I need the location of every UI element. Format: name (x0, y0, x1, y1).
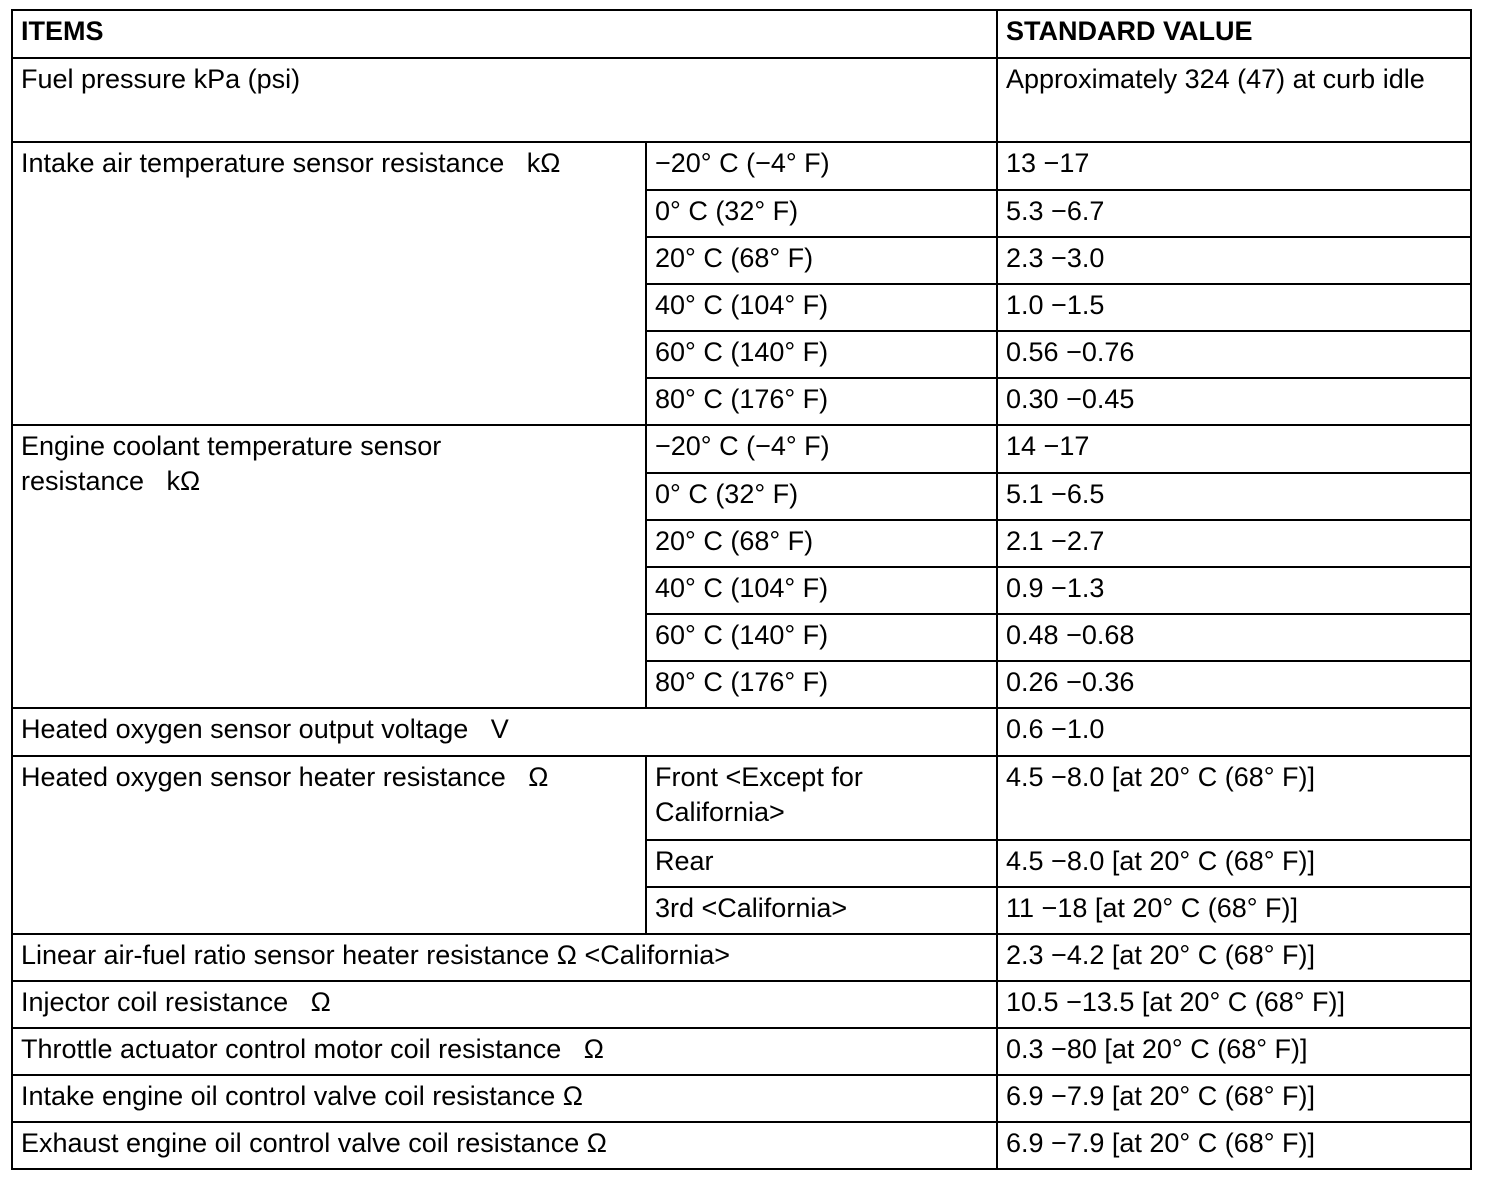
item-label: Linear air-fuel ratio sensor heater resistance Ω <California> (12, 934, 997, 981)
ho2s-voltage-row (12, 708, 1471, 756)
standard-value-table (11, 9, 1472, 1170)
condition-cell: 40° C (104° F) (646, 567, 997, 614)
item-value: 4.5 −8.0 [at 20° C (68° F)] (997, 840, 1471, 887)
ho2s-heater-row (12, 756, 1471, 840)
condition-cell: Rear (646, 840, 997, 887)
fuel-pressure-row (12, 58, 1471, 142)
condition-cell: 60° C (140° F) (646, 614, 997, 661)
items-header: ITEMS (12, 10, 997, 58)
condition-cell: 80° C (176° F) (646, 661, 997, 708)
item-value: 0.9 −1.3 (997, 567, 1471, 614)
item-label: Engine coolant temperature sensor resistance kΩ (12, 425, 646, 708)
condition-cell: −20° C (−4° F) (646, 425, 997, 473)
item-value: 2.1 −2.7 (997, 520, 1471, 567)
item-value: 5.3 −6.7 (997, 190, 1471, 237)
item-value: 2.3 −3.0 (997, 237, 1471, 284)
engine-coolant-temp-row (12, 425, 1471, 473)
condition-cell: −20° C (−4° F) (646, 142, 997, 190)
exhaust-ocv-row (12, 1122, 1471, 1169)
item-value: 0.30 −0.45 (997, 378, 1471, 425)
condition-cell: 60° C (140° F) (646, 331, 997, 378)
item-value: Approximately 324 (47) at curb idle (997, 58, 1471, 142)
standard-value-header: STANDARD VALUE (997, 10, 1471, 58)
item-value: 14 −17 (997, 425, 1471, 473)
item-label: Heated oxygen sensor heater resistance Ω (12, 756, 646, 934)
condition-cell: 40° C (104° F) (646, 284, 997, 331)
item-value: 5.1 −6.5 (997, 473, 1471, 520)
condition-cell: 80° C (176° F) (646, 378, 997, 425)
condition-cell: 0° C (32° F) (646, 190, 997, 237)
item-value: 0.3 −80 [at 20° C (68° F)] (997, 1028, 1471, 1075)
injector-coil-row (12, 981, 1471, 1028)
item-label: Intake engine oil control valve coil resistance Ω (12, 1075, 997, 1122)
throttle-actuator-row (12, 1028, 1471, 1075)
condition-cell: 20° C (68° F) (646, 520, 997, 567)
item-label: Intake air temperature sensor resistance kΩ (12, 142, 646, 425)
item-value: 6.9 −7.9 [at 20° C (68° F)] (997, 1075, 1471, 1122)
item-value: 11 −18 [at 20° C (68° F)] (997, 887, 1471, 934)
linear-af-sensor-row (12, 934, 1471, 981)
item-value: 0.26 −0.36 (997, 661, 1471, 708)
item-value: 0.56 −0.76 (997, 331, 1471, 378)
condition-cell: 0° C (32° F) (646, 473, 997, 520)
header-row (12, 10, 1471, 58)
intake-ocv-row (12, 1075, 1471, 1122)
item-value: 10.5 −13.5 [at 20° C (68° F)] (997, 981, 1471, 1028)
condition-cell: 20° C (68° F) (646, 237, 997, 284)
item-value: 0.6 −1.0 (997, 708, 1471, 756)
item-value: 0.48 −0.68 (997, 614, 1471, 661)
item-value: 13 −17 (997, 142, 1471, 190)
item-value: 6.9 −7.9 [at 20° C (68° F)] (997, 1122, 1471, 1169)
item-value: 2.3 −4.2 [at 20° C (68° F)] (997, 934, 1471, 981)
item-label: Heated oxygen sensor output voltage V (12, 708, 997, 756)
intake-air-temp-row (12, 142, 1471, 190)
item-value: 4.5 −8.0 [at 20° C (68° F)] (997, 756, 1471, 840)
item-label: Injector coil resistance Ω (12, 981, 997, 1028)
item-label: Exhaust engine oil control valve coil resistance Ω (12, 1122, 997, 1169)
condition-cell: 3rd <California> (646, 887, 997, 934)
item-label: Fuel pressure kPa (psi) (12, 58, 997, 142)
item-value: 1.0 −1.5 (997, 284, 1471, 331)
item-label: Throttle actuator control motor coil resistance Ω (12, 1028, 997, 1075)
condition-cell: Front <Except for California> (646, 756, 997, 840)
